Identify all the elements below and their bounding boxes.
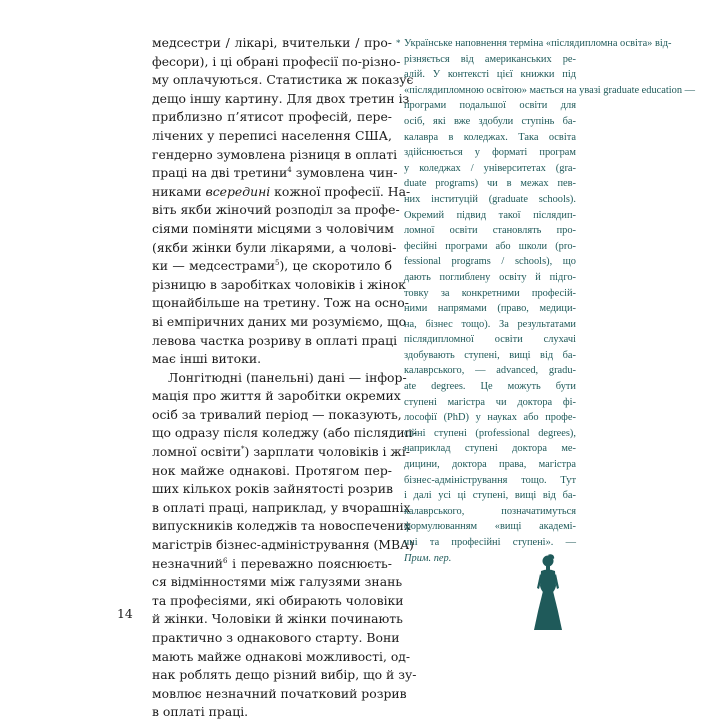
text-line: медсестри / лікарі, вчительки / про- xyxy=(152,35,392,50)
text-fragment: зумовлена чин- xyxy=(291,165,398,181)
text-line: практично з однакового старту. Вони xyxy=(152,630,400,645)
footnote-marker: * xyxy=(396,38,401,48)
footnote-line: і далі усі ці ступені, вищі від ба- xyxy=(404,490,576,502)
text-line: випускників коледжів та новоспечених xyxy=(152,518,411,534)
footnote-line: ними напрямами (право, медици- xyxy=(404,303,576,315)
text-line: ших кількох років зайнятості розрив xyxy=(152,481,393,497)
text-fragment: никами xyxy=(152,183,206,199)
text-line xyxy=(152,183,411,202)
footnote-line: калаврського, — advanced, gradu- xyxy=(404,365,576,377)
footnote-line: них інституцій (graduate schools). xyxy=(404,193,576,205)
emphasis-text: всередині xyxy=(205,183,271,199)
page-number: 14 xyxy=(117,606,133,621)
footnote-line: програми подальшої освіти для xyxy=(404,100,576,112)
woman-silhouette-icon xyxy=(528,552,568,632)
footnote-line: Окремий підвид такої післядип- xyxy=(404,209,576,221)
footnote-line: осіб, які вже здобули ступінь ба- xyxy=(404,115,576,127)
text-line: щонайбільше на третину. Тож на осно- xyxy=(152,295,409,311)
text-line: що одразу після коледжу (або післядип- xyxy=(152,425,418,441)
text-line: та професіями, які обирають чоловіки xyxy=(152,592,404,608)
text-line: (якби жінки були лікарями, а чолові- xyxy=(152,239,397,255)
footnote-line: різняється від американських ре- xyxy=(404,53,576,65)
text-line: дещо іншу картину. Для двох третин із xyxy=(152,90,410,106)
text-line: нак роблять дещо різний вибір, що й зу- xyxy=(152,667,417,683)
text-fragment: ломної освіти xyxy=(152,444,242,460)
text-line xyxy=(152,257,392,276)
text-line: мають майже однакові можливості, од- xyxy=(152,648,411,664)
footnote-ref: 6 xyxy=(222,556,228,565)
footnote-line: fessional programs / schools), що xyxy=(404,256,576,268)
text-line: різницю в заробітках чоловіків і жінок xyxy=(152,276,406,292)
footnote-line: сійні ступені (professional degrees), xyxy=(404,427,576,439)
text-line: Лонгітюдні (панельні) дані — інфор- xyxy=(168,369,407,385)
text-line: й жінки. Чоловіки й жінки починають xyxy=(152,611,403,627)
footnote-line: фесійні програми або школи (pro- xyxy=(404,240,576,252)
text-line: осіб за тривалий період — показують, xyxy=(152,406,402,422)
footnote-line: duate programs) чи в межах пев- xyxy=(404,178,576,190)
translator-footnote xyxy=(396,36,696,566)
footnote-line: калаврського, позначатимуться xyxy=(404,505,576,517)
footnote-line: ate degrees. Це можуть бути xyxy=(404,381,576,393)
footnote-ref: * xyxy=(241,445,245,454)
footnote-line: здобувають ступені, вищі від ба- xyxy=(404,349,576,361)
footnote-line: дицини, доктора права, магістра xyxy=(404,459,576,471)
text-line: ві емпіричних даних ми розуміємо, що xyxy=(152,313,407,329)
text-line: мовлює незначний початковий розрив xyxy=(152,685,407,701)
text-line: му оплачуються. Статистика ж показує xyxy=(152,72,414,88)
text-line: віть якби жіночий розподіл за профе- xyxy=(152,202,400,218)
text-fragment: ), це скоротило б xyxy=(279,258,392,274)
footnote-line: чні та професійні ступені». — xyxy=(404,537,576,548)
main-text-column xyxy=(152,34,418,722)
footnote-line: післядипломної освіти слухачі xyxy=(404,334,576,346)
text-line: ся відмінностями між галузями знань xyxy=(152,574,403,590)
text-fragment: незначний xyxy=(152,555,223,571)
footnote-line: у коледжах / університетах (gra- xyxy=(404,162,576,174)
footnote-line: ступені магістра чи доктора фі- xyxy=(404,396,576,408)
footnote-line: формулюванням «вищі академі- xyxy=(404,521,576,533)
text-fragment: ки — медсестрами xyxy=(152,258,275,274)
text-line: нок майже однакові. Протягом пер- xyxy=(152,462,392,478)
footnote-line: наприклад ступені доктора ме- xyxy=(404,443,576,455)
footnote-ref: 4 xyxy=(287,166,292,175)
footnote-line: дають поглиблену освіту й підго- xyxy=(404,271,576,283)
text-line: фесори), і ці обрані професії по-різно- xyxy=(152,53,401,69)
text-line: має інші витоки. xyxy=(152,351,262,367)
text-fragment: ) зарплати чоловіків і жі- xyxy=(244,444,410,460)
text-line: сіями поміняти місцями з чоловічим xyxy=(152,220,394,236)
footnote-line: калавра в коледжах. Така освіта xyxy=(404,131,576,143)
footnote-ref: 5 xyxy=(274,259,280,268)
text-line xyxy=(152,164,398,183)
footnote-line: ломної освіти становлять про- xyxy=(404,225,576,237)
text-fragment: праці на дві третини xyxy=(152,165,288,181)
footnote-line: бізнес-адміністрування тощо. Тут xyxy=(404,474,576,486)
text-line: лічених у переписі населення США, xyxy=(152,127,392,143)
footnote-line: здійснюється у форматі програм xyxy=(404,147,576,159)
footnote-line: Українське наповнення терміна «післядипломна освіта» від- xyxy=(404,38,672,49)
text-line xyxy=(152,443,410,462)
text-line: левова частка розриву в оплаті праці xyxy=(152,332,398,348)
footnote-line: лософії (PhD) у науках або профе- xyxy=(404,412,576,424)
footnote-line: «післядипломною освітою» мається на увазі graduate education — xyxy=(404,84,696,96)
footnote-line: алій. У контексті цієї книжки під xyxy=(404,69,576,81)
text-line: мація про життя й заробітки окремих xyxy=(152,388,401,404)
text-line: в оплаті праці, наприклад, у вчорашніх xyxy=(152,499,411,515)
translator-credit: Прим. пер. xyxy=(404,552,452,564)
text-line xyxy=(152,555,392,574)
text-line: гендерно зумовлена різниця в оплаті xyxy=(152,146,398,162)
footnote-line: товку за конкретними професій- xyxy=(404,287,576,299)
text-line: магістрів бізнес-адміністрування (MBA) xyxy=(152,537,414,553)
text-line: в оплаті праці. xyxy=(152,704,249,720)
text-line: приблизно п’ятисот професій, пере- xyxy=(152,109,392,125)
text-fragment: кожної професії. На- xyxy=(270,183,411,199)
text-fragment: і переважно пояснюєть- xyxy=(227,555,392,571)
footnote-line: на, бізнес тощо). За результатами xyxy=(404,318,576,330)
